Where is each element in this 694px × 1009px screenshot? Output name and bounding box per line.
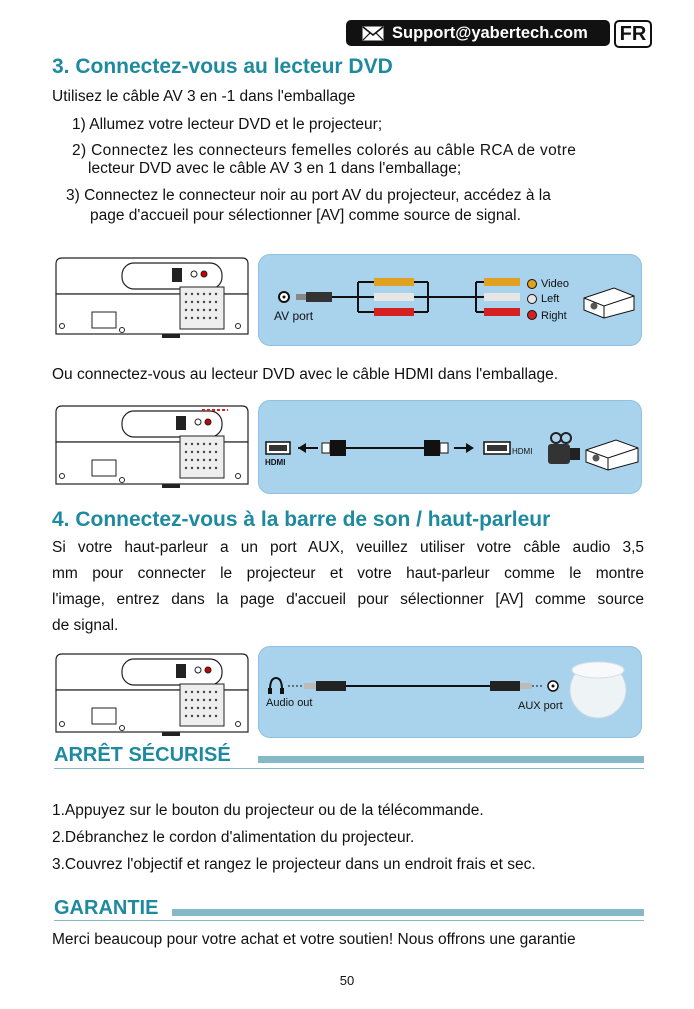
section-3-intro: Utilisez le câble AV 3 en -1 dans l'emballage: [52, 88, 356, 105]
support-email-badge[interactable]: Support@yabertech.com: [346, 20, 610, 46]
warranty-title: GARANTIE: [54, 897, 159, 919]
page-number: 50: [339, 973, 355, 988]
projector-illustration: [52, 254, 252, 340]
language-badge: FR: [614, 20, 652, 48]
video-label: Video: [541, 278, 569, 290]
section-3-step-1: 1) Allumez votre lecteur DVD et le projecteur;: [72, 116, 383, 133]
section-underline: [54, 920, 644, 921]
section-3-step-3-cont: page d'accueil pour sélectionner [AV] comme source de signal.: [90, 207, 521, 224]
hdmi-left-label: HDMI: [265, 458, 286, 467]
aux-port-label: AUX port: [518, 700, 563, 712]
audio-cable-illustration: [258, 646, 642, 738]
projector-illustration: [52, 402, 252, 490]
section-3-title: 3. Connectez-vous au lecteur DVD: [52, 55, 393, 78]
av-port-label: AV port: [274, 309, 314, 323]
audio-out-label: Audio out: [266, 697, 313, 709]
shutdown-step-1: 1.Appuyez sur le bouton du projecteur ou de la télécommande.: [52, 802, 484, 819]
safe-shutdown-title: ARRÊT SÉCURISÉ: [54, 744, 231, 766]
section-3-step-3: 3) Connectez le connecteur noir au port AV du projecteur, accédez à la: [66, 187, 551, 204]
right-label: Right: [541, 310, 567, 322]
shutdown-step-2: 2.Débranchez le cordon d'alimentation du projecteur.: [52, 829, 415, 846]
warranty-text: Merci beaucoup pour votre achat et votre soutien! Nous offrons une garantie: [52, 931, 576, 948]
section-4-line-2: mm pour connecter le projecteur et votre haut-parleur comme le montre: [52, 565, 644, 582]
section-4-title: 4. Connectez-vous à la barre de son / haut-parleur: [52, 508, 551, 531]
projector-illustration: [52, 650, 252, 738]
hdmi-intro-text: Ou connectez-vous au lecteur DVD avec le câble HDMI dans l'emballage.: [52, 366, 559, 383]
section-4-line-1: Si votre haut-parleur a un port AUX, veuillez utiliser votre câble audio 3,5: [52, 539, 644, 556]
section-4-line-3: l'image, entrez dans la page d'accueil pour sélectionner [AV] comme source: [52, 591, 644, 608]
left-label: Left: [541, 293, 560, 305]
section-rule: [258, 756, 644, 763]
envelope-icon: [362, 26, 384, 41]
shutdown-step-3: 3.Couvrez l'objectif et rangez le projecteur dans un endroit frais et sec.: [52, 856, 536, 873]
av-cable-illustration: [258, 254, 642, 346]
section-underline: [54, 768, 644, 769]
hdmi-cable-illustration: [258, 400, 642, 494]
section-4-line-4: de signal.: [52, 617, 119, 634]
section-3-step-2-cont: lecteur DVD avec le câble AV 3 en 1 dans l'emballage;: [88, 160, 462, 177]
hdmi-right-label: HDMI: [512, 447, 533, 456]
section-rule: [172, 909, 644, 916]
section-3-step-2: 2) Connectez les connecteurs femelles colorés au câble RCA de votre: [72, 142, 577, 159]
